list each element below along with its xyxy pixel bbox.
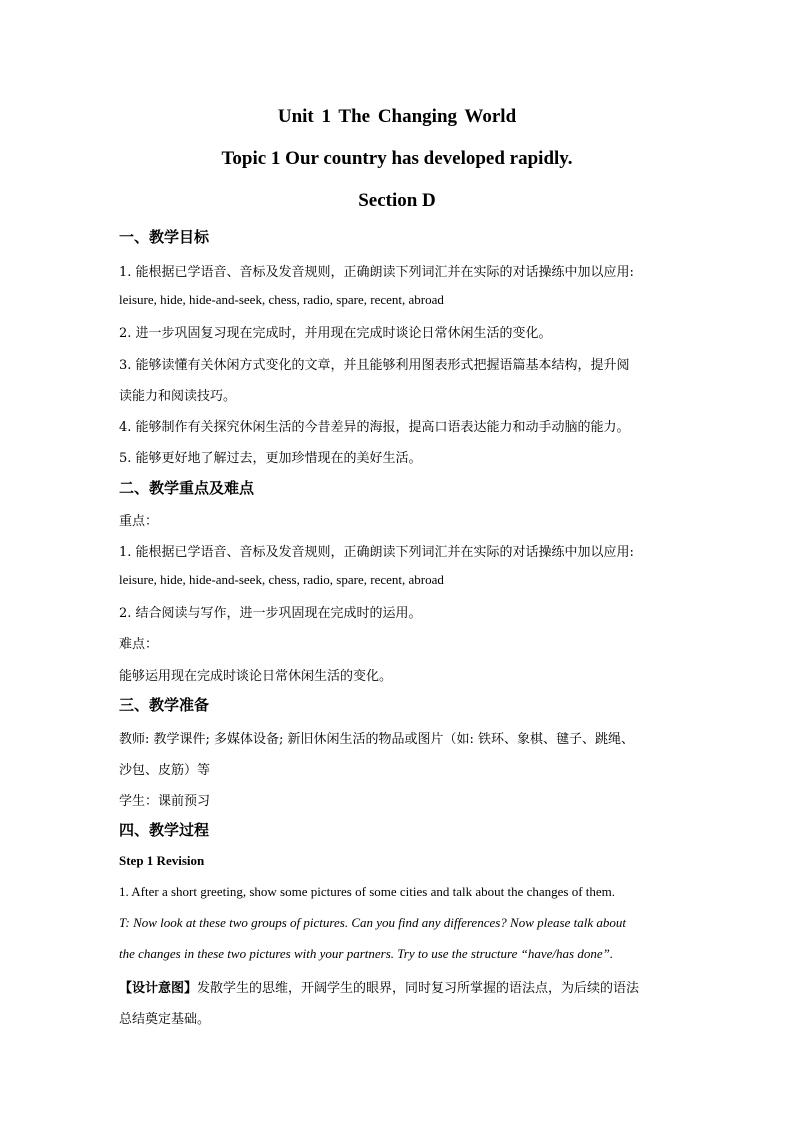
objective-3-cont: 读能力和阅读技巧。 <box>119 389 237 404</box>
unit-title: Unit 1 The Changing World <box>277 106 517 127</box>
step-1-title: Step 1 Revision <box>119 853 205 868</box>
key-point-1: 1. 能根据已学语音、音标及发音规则，正确朗读下列词汇并在实际的对话操练中加以应用: <box>119 545 634 560</box>
teacher-preparation-cont: 沙包、皮筋）等 <box>119 763 211 778</box>
difficult-point-1: 能够运用现在完成时谈论日常休闲生活的变化。 <box>119 669 393 684</box>
section-title: Section D <box>358 190 436 211</box>
objective-1-words: leisure, hide, hide-and-seek, chess, radio, spare, recent, abroad <box>119 292 444 307</box>
design-intent-text: 发散学生的思维，开阔学生的眼界，同时复习所掌握的语法点，为后续的语法 <box>197 981 640 996</box>
student-preparation: 学生：课前预习 <box>119 794 211 809</box>
heading-preparation: 三、教学准备 <box>119 696 210 714</box>
difficult-points-label: 难点： <box>119 637 159 652</box>
topic-title: Topic 1 Our country has developed rapidly. <box>221 148 573 169</box>
teacher-instruction: T: Now look at these two groups of pictures. Can you find any differences? Now please talk about <box>119 915 626 930</box>
key-point-1-words: leisure, hide, hide-and-seek, chess, radio, spare, recent, abroad <box>119 572 444 587</box>
objective-5: 5. 能够更好地了解过去，更加珍惜现在的美好生活。 <box>119 451 422 466</box>
design-intent-cont: 总结奠定基础。 <box>119 1012 211 1027</box>
objective-1: 1. 能根据已学语音、音标及发音规则，正确朗读下列词汇并在实际的对话操练中加以应用: <box>119 265 634 280</box>
step-1-item-1: 1. After a short greeting, show some pictures of some cities and talk about the changes of them. <box>119 884 616 899</box>
key-points-label: 重点： <box>119 514 159 529</box>
design-intent <box>119 977 679 996</box>
heading-teaching-objectives: 一、教学目标 <box>119 228 210 246</box>
teacher-preparation: 教师: 教学课件; 多媒体设备; 新旧休闲生活的物品或图片（如: 铁环、象棋、毽子、跳绳、 <box>119 732 635 747</box>
heading-key-difficult-points: 二、教学重点及难点 <box>119 479 255 497</box>
objective-3: 3. 能够读懂有关休闲方式变化的文章，并且能够利用图表形式把握语篇基本结构，提升阅 <box>119 358 630 373</box>
objective-2: 2. 进一步巩固复习现在完成时，并用现在完成时谈论日常休闲生活的变化。 <box>119 326 552 341</box>
key-point-2: 2. 结合阅读与写作，进一步巩固现在完成时的运用。 <box>119 606 422 621</box>
design-intent-tag: 【设计意图】 <box>119 981 198 996</box>
teacher-instruction-cont: the changes in these two pictures with your partners. Try to use the structure “have/has done”. <box>119 946 614 961</box>
heading-teaching-process: 四、教学过程 <box>119 821 210 839</box>
objective-4: 4. 能够制作有关探究休闲生活的今昔差异的海报，提高口语表达能力和动手动脑的能力。 <box>119 420 630 435</box>
